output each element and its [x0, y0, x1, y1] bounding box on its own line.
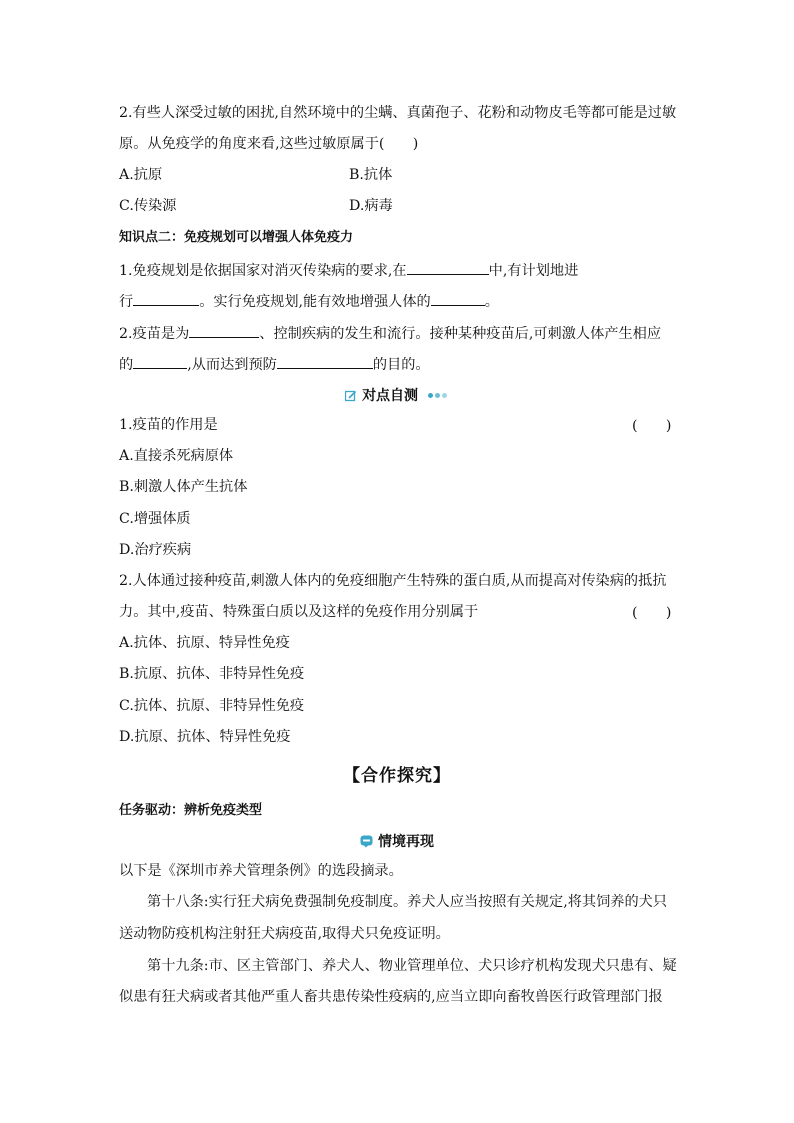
task-title: 任务驱动：辨析免疫类型 — [119, 803, 263, 818]
knowledge-point-2-title: 知识点二：免疫规划可以增强人体免疫力 — [119, 230, 354, 245]
article-19-line-2: 似患有狂犬病或者其他严重人畜共患传染性疫病的,应当立即向畜牧兽医行政管理部门报 — [119, 989, 663, 1005]
chat-icon — [360, 835, 373, 852]
fill-blank[interactable] — [189, 322, 259, 338]
fill-1-text-c: 行 — [119, 294, 134, 310]
self-test-heading — [0, 385, 794, 406]
self-test-q2-line-1: 2.人体通过接种疫苗,刺激人体内的免疫细胞产生特殊的蛋白质,从而提高对传染病的抵抗 — [119, 573, 667, 589]
fill-1-text-d: 。实行免疫规划,能有效地增强人体的 — [199, 294, 431, 310]
fill-2-line-1 — [119, 322, 679, 344]
self-test-q1-option-c: C.增强体质 — [119, 511, 191, 527]
self-test-q2-option-a: A.抗体、抗原、特异性免疫 — [119, 635, 290, 651]
option-a: A.抗原 — [119, 167, 163, 183]
edit-icon — [345, 390, 357, 406]
fill-1-text-a: 1.免疫规划是依据国家对消灭传染病的要求,在 — [119, 263, 407, 279]
article-18-line-2: 送动物防疫机构注射狂犬病疫苗,取得犬只免疫证明。 — [119, 926, 450, 942]
self-test-q1-option-b: B.刺激人体产生抗体 — [119, 479, 248, 495]
option-b: B.抗体 — [349, 167, 393, 183]
fill-2-text-c: 的 — [119, 357, 134, 373]
fill-blank[interactable] — [133, 290, 199, 306]
self-test-q2-option-c: C.抗体、抗原、非特异性免疫 — [119, 698, 305, 714]
fill-2-text-d: ,从而达到预防 — [187, 357, 277, 373]
self-test-q1-option-d: D.治疗疾病 — [119, 542, 192, 558]
fill-2-text-b: 、控制疾病的发生和流行。接种某种疫苗后,可刺激人体产生相应 — [259, 326, 662, 342]
self-test-q1: 1.疫苗的作用是 — [119, 417, 218, 433]
option-c: C.传染源 — [119, 198, 177, 214]
question-2-options-ab — [119, 165, 679, 185]
option-d: D.病毒 — [349, 198, 393, 214]
self-test-q1-option-a: A.直接杀死病原体 — [119, 448, 234, 464]
decorative-dots — [428, 386, 449, 402]
fill-blank[interactable] — [277, 353, 373, 369]
scene-intro: 以下是《深圳市养犬管理条例》的选段摘录。 — [119, 863, 403, 879]
fill-2-text-e: 的目的。 — [372, 357, 430, 373]
fill-blank[interactable] — [133, 353, 187, 369]
fill-1-text-e: 。 — [484, 294, 499, 310]
question-2-options-cd — [119, 196, 679, 216]
answer-paren: ( ) — [632, 418, 672, 434]
self-test-heading-text: 对点自测 — [362, 388, 419, 404]
fill-blank[interactable] — [407, 259, 489, 275]
question-2-line-2: 原。从免疫学的角度来看,这些过敏原属于( ) — [119, 136, 419, 152]
scene-heading — [0, 831, 794, 852]
fill-1-line-1 — [119, 259, 679, 281]
self-test-q2-option-d: D.抗原、抗体、特异性免疫 — [119, 729, 291, 745]
cooperation-heading: 【合作探究】 — [343, 766, 451, 786]
self-test-q2-line-2: 力。其中,疫苗、特殊蛋白质以及这样的免疫作用分别属于 — [119, 604, 479, 620]
fill-2-line-2 — [119, 353, 679, 375]
fill-blank[interactable] — [431, 290, 485, 306]
fill-1-line-2 — [119, 290, 679, 312]
article-18-line-1: 第十八条:实行狂犬病免费强制免疫制度。养犬人应当按照有关规定,将其饲养的犬只 — [147, 894, 668, 910]
article-19-line-1: 第十九条:市、区主管部门、养犬人、物业管理单位、犬只诊疗机构发现犬只患有、疑 — [147, 958, 677, 974]
fill-2-text-a: 2.疫苗是为 — [119, 326, 190, 342]
question-2-line-1: 2.有些人深受过敏的困扰,自然环境中的尘螨、真菌孢子、花粉和动物皮毛等都可能是过敏 — [119, 105, 677, 121]
scene-heading-text: 情境再现 — [378, 834, 434, 850]
answer-paren: ( ) — [632, 605, 672, 621]
fill-1-text-b: 中,有计划地进 — [488, 263, 579, 279]
self-test-q2-option-b: B.抗原、抗体、非特异性免疫 — [119, 666, 305, 682]
